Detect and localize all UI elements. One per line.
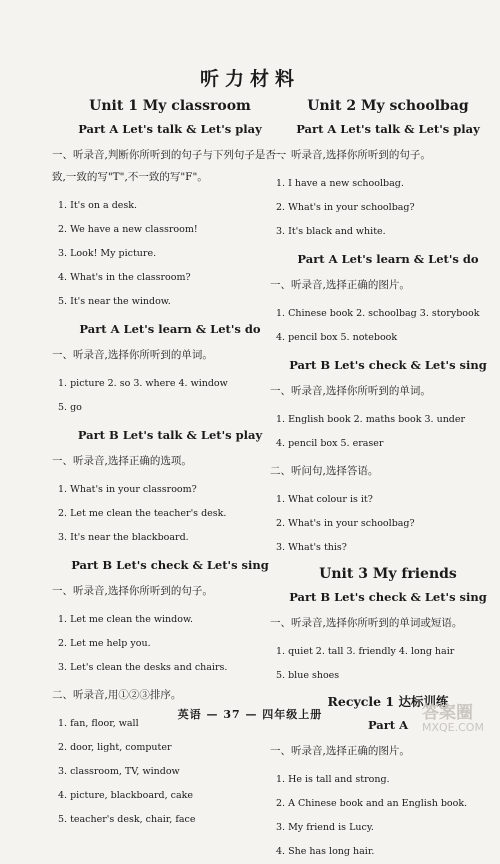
- instruction: 一、听录音,判断你所听到的句子与下列句子是否一致,一致的写"T",不一致的写"F"。: [52, 149, 287, 183]
- list-item: 1. English book 2. maths book 3. under: [276, 414, 466, 425]
- page-title: 听力材料: [199, 68, 300, 90]
- list-item: 1. It's on a desk.: [58, 200, 138, 211]
- list-item: 2. What's in your schoolbag?: [276, 518, 415, 529]
- list-item: 5. blue shoes: [276, 670, 340, 681]
- right-column: [270, 98, 500, 864]
- list-item: 3. It's near the blackboard.: [58, 532, 189, 543]
- watermark-line-1: 答案圈: [422, 703, 473, 723]
- list-item: 4. pencil box 5. notebook: [276, 332, 398, 343]
- list-item: 1. picture 2. so 3. where 4. window: [58, 378, 228, 389]
- list-item: 4. What's in the classroom?: [58, 272, 191, 283]
- part-heading: Part B Let's check & Let's sing: [289, 590, 487, 604]
- part-heading: Part A Let's learn & Let's do: [79, 322, 261, 336]
- part-heading: Part B Let's check & Let's sing: [71, 558, 269, 572]
- list-item: 3. Let's clean the desks and chairs.: [58, 662, 228, 673]
- list-item: 5. It's near the window.: [58, 296, 171, 307]
- instruction: 一、听录音,选择正确的图片。: [270, 745, 410, 757]
- instruction: 一、听录音,选择你所听到的单词或短语。: [270, 617, 463, 629]
- list-item: 4. picture, blackboard, cake: [58, 790, 194, 801]
- list-item: 1. Chinese book 2. schoolbag 3. storybook: [276, 308, 480, 319]
- instruction: 一、听录音,选择你所听到的句子。: [52, 585, 213, 597]
- unit-2-title: Unit 2 My schoolbag: [307, 98, 469, 114]
- list-item: 1. I have a new schoolbag.: [276, 178, 404, 189]
- list-item: 3. It's black and white.: [276, 226, 386, 237]
- list-item: 2. Let me help you.: [58, 638, 151, 649]
- watermark-logo: [422, 698, 494, 734]
- instruction: 一、听录音,选择你所听到的单词。: [52, 349, 213, 361]
- instruction: 一、听录音,选择你所听到的单词。: [270, 385, 431, 397]
- list-item: 3. classroom, TV, window: [58, 766, 180, 777]
- list-item: 4. She has long hair.: [276, 846, 375, 857]
- part-heading: Part A Let's learn & Let's do: [297, 252, 479, 266]
- list-item: 3. Look! My picture.: [58, 248, 157, 259]
- list-item: 2. What's in your schoolbag?: [276, 202, 415, 213]
- unit-3-title: Unit 3 My friends: [319, 566, 457, 582]
- list-item: 5. teacher's desk, chair, face: [58, 814, 196, 825]
- part-heading: Part A: [367, 718, 409, 732]
- list-item: 3. What's this?: [276, 542, 347, 553]
- list-item: 1. What's in your classroom?: [58, 484, 197, 495]
- part-heading: Part A Let's talk & Let's play: [78, 122, 262, 136]
- list-item: 1. quiet 2. tall 3. friendly 4. long hair: [276, 646, 455, 657]
- list-item: 5. go: [58, 402, 82, 413]
- list-item: 1. Let me clean the window.: [58, 614, 193, 625]
- list-item: 1. fan, floor, wall: [58, 718, 139, 729]
- page-footer: 英语 — 37 — 四年级上册: [177, 708, 323, 721]
- watermark-line-2: MXQE.COM: [422, 721, 484, 734]
- part-heading: Part B Let's check & Let's sing: [289, 358, 487, 372]
- list-item: 2. Let me clean the teacher's desk.: [58, 508, 227, 519]
- part-heading: Part B Let's talk & Let's play: [77, 428, 263, 442]
- instruction: 二、听问句,选择答语。: [270, 465, 379, 477]
- instruction: 一、听录音,选择你所听到的句子。: [270, 149, 431, 161]
- instruction: 一、听录音,选择正确的图片。: [270, 279, 410, 291]
- instruction: 一、听录音,选择正确的选项。: [52, 455, 192, 467]
- unit-1-title: Unit 1 My classroom: [89, 98, 251, 114]
- list-item: 2. We have a new classroom!: [58, 224, 198, 235]
- list-item: 2. A Chinese book and an English book.: [276, 798, 468, 809]
- recycle-title: Recycle 1 达标训练: [327, 694, 449, 709]
- list-item: 1. He is tall and strong.: [276, 774, 390, 785]
- instruction: 二、听录音,用①②③排序。: [52, 689, 182, 701]
- list-item: 2. door, light, computer: [58, 742, 172, 753]
- list-item: 3. My friend is Lucy.: [276, 822, 374, 833]
- part-heading: Part A Let's talk & Let's play: [296, 122, 480, 136]
- list-item: 4. pencil box 5. eraser: [276, 438, 384, 449]
- list-item: 1. What colour is it?: [276, 494, 373, 505]
